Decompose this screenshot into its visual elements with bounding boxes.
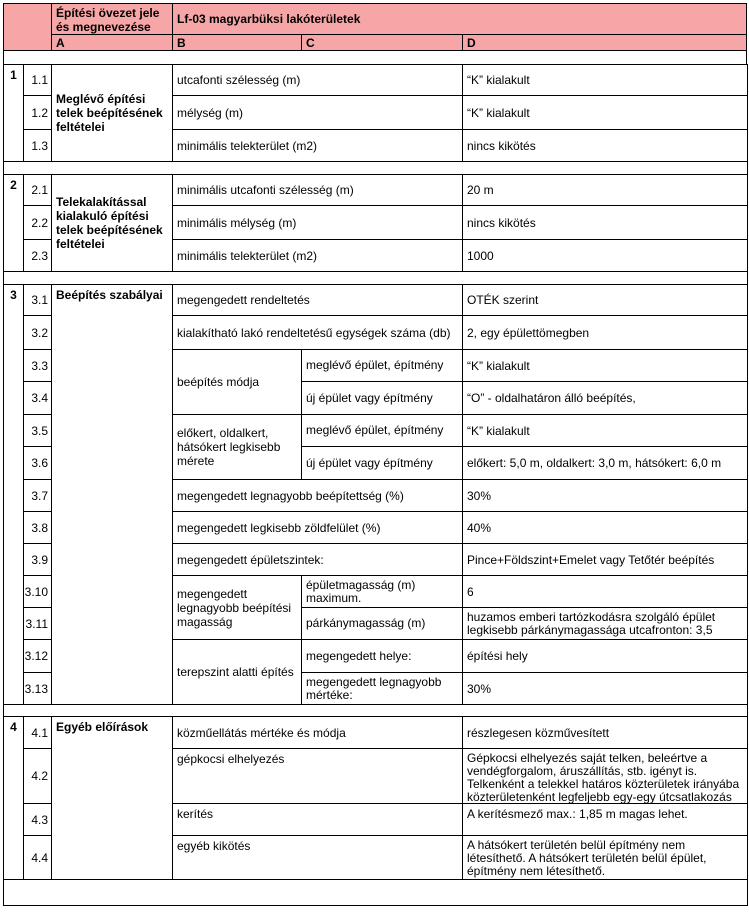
section-number: 3 bbox=[3, 284, 24, 705]
row-number: 4.1 bbox=[23, 716, 52, 749]
row-value: “K” kialakult bbox=[462, 64, 748, 96]
row-label: kerítés bbox=[172, 803, 463, 836]
row-number: 3.4 bbox=[23, 381, 52, 415]
row-value: 40% bbox=[462, 511, 748, 544]
header-blank-left bbox=[3, 3, 52, 51]
header-col-c: C bbox=[301, 34, 463, 51]
row-label: megengedett rendeltetés bbox=[172, 284, 463, 316]
row-value: 30% bbox=[462, 479, 748, 512]
row-value: “K” kialakult bbox=[462, 95, 748, 130]
row-value: előkert: 5,0 m, oldalkert: 3,0 m, hátsókert: 6,0 m bbox=[462, 446, 748, 480]
row-number: 1.2 bbox=[23, 95, 52, 130]
row-number: 3.6 bbox=[23, 446, 52, 480]
row-number: 2.2 bbox=[23, 205, 52, 240]
header-col-d: D bbox=[462, 34, 747, 51]
row-value: “K” kialakult bbox=[462, 349, 748, 382]
row-label: megengedett legnagyobb beépítettség (%) bbox=[172, 479, 463, 512]
row-sub-label: meglévő épület, építmény bbox=[301, 349, 463, 382]
row-number: 3.12 bbox=[23, 639, 52, 673]
row-label: egyéb kikötés bbox=[172, 835, 463, 880]
row-number: 3.7 bbox=[23, 479, 52, 512]
row-value: 20 m bbox=[462, 174, 748, 206]
section-number: 4 bbox=[3, 716, 24, 880]
section-number: 2 bbox=[3, 174, 24, 272]
row-number: 3.8 bbox=[23, 511, 52, 544]
row-label: közműellátás mértéke és módja bbox=[172, 716, 463, 749]
row-group-label: megengedett legnagyobb beépítési magasság bbox=[172, 575, 302, 640]
row-group-label: terepszint alatti építés bbox=[172, 639, 302, 705]
row-sub-label: megengedett helye: bbox=[301, 639, 463, 673]
row-label: utcafonti szélesség (m) bbox=[172, 64, 463, 96]
section-name: Egyéb előírások bbox=[51, 716, 173, 880]
row-label: kialakítható lakó rendeltetésű egységek száma (db) bbox=[172, 315, 463, 350]
row-label: megengedett épületszintek: bbox=[172, 543, 463, 576]
row-value: huzamos emberi tartózkodásra szolgáló épület legkisebb párkánymagassága utcafronton: 3,5 bbox=[462, 607, 748, 640]
row-value: részlegesen közművesített bbox=[462, 716, 748, 749]
row-sub-label: meglévő épület, építmény bbox=[301, 414, 463, 447]
row-value: OTÉK szerint bbox=[462, 284, 748, 316]
header-col-a: A bbox=[51, 34, 173, 51]
row-value: A kerítésmező max.: 1,85 m magas lehet. bbox=[462, 803, 748, 836]
row-number: 4.3 bbox=[23, 803, 52, 836]
row-sub-label: új épület vagy építmény bbox=[301, 381, 463, 415]
row-value: 6 bbox=[462, 575, 748, 608]
spacer-row bbox=[3, 879, 748, 906]
row-group-label: előkert, oldalkert, hátsókert legkisebb mérete bbox=[172, 414, 302, 480]
row-sub-label: párkánymagasság (m) bbox=[301, 607, 463, 640]
row-number: 3.10 bbox=[23, 575, 52, 608]
section-name: Telekalakítással kialakuló építési telek beépítésének feltételei bbox=[51, 174, 173, 272]
row-number: 3.11 bbox=[23, 607, 52, 640]
row-number: 4.2 bbox=[23, 748, 52, 804]
row-number: 3.9 bbox=[23, 543, 52, 576]
header-zone-title: Lf-03 magyarbüksi lakóterületek bbox=[172, 3, 747, 35]
section-number: 1 bbox=[3, 64, 24, 162]
row-number: 2.3 bbox=[23, 239, 52, 272]
row-sub-label: új épület vagy építmény bbox=[301, 446, 463, 480]
section-name: Meglévő építési telek beépítésének feltételei bbox=[51, 64, 173, 162]
row-value: Pince+Földszint+Emelet vagy Tetőtér beépítés bbox=[462, 543, 748, 576]
row-label: minimális telekterület (m2) bbox=[172, 239, 463, 272]
row-value: A hátsókert területén belül építmény nem létesíthető. A hátsókert területén belül épület, építmény nem létesíthető. bbox=[462, 835, 748, 880]
row-label: mélység (m) bbox=[172, 95, 463, 130]
row-label: minimális mélység (m) bbox=[172, 205, 463, 240]
row-number: 3.2 bbox=[23, 315, 52, 350]
row-number: 4.4 bbox=[23, 835, 52, 880]
row-label: megengedett legkisebb zöldfelület (%) bbox=[172, 511, 463, 544]
row-value: 1000 bbox=[462, 239, 748, 272]
row-number: 3.3 bbox=[23, 349, 52, 382]
row-sub-label: épületmagasság (m) maximum. bbox=[301, 575, 463, 608]
row-group-label: beépítés módja bbox=[172, 349, 302, 415]
row-number: 1.1 bbox=[23, 64, 52, 96]
row-number: 1.3 bbox=[23, 129, 52, 162]
row-label: minimális utcafonti szélesség (m) bbox=[172, 174, 463, 206]
row-number: 2.1 bbox=[23, 174, 52, 206]
header-col-b: B bbox=[172, 34, 302, 51]
row-value: “O” - oldalhatáron álló beépítés, bbox=[462, 381, 748, 415]
row-label: gépkocsi elhelyezés bbox=[172, 748, 463, 804]
row-value: építési hely bbox=[462, 639, 748, 673]
row-value: 30% bbox=[462, 672, 748, 705]
row-value: 2, egy épülettömegben bbox=[462, 315, 748, 350]
row-value: nincs kikötés bbox=[462, 205, 748, 240]
row-number: 3.5 bbox=[23, 414, 52, 447]
spacer-row bbox=[3, 50, 747, 65]
row-number: 3.13 bbox=[23, 672, 52, 705]
row-value: Gépkocsi elhelyezés saját telken, beleértve a vendégforgalom, áruszállítás, stb. igényt is. Telkenként a telekkel határos közterületek irányába közterületenként legfeljebb egy-egy útcsatlakozás bbox=[462, 748, 748, 804]
section-name: Beépítés szabályai bbox=[51, 284, 173, 705]
row-sub-label: megengedett legnagyobb mértéke: bbox=[301, 672, 463, 705]
row-label: minimális telekterület (m2) bbox=[172, 129, 463, 162]
row-value: “K” kialakult bbox=[462, 414, 748, 447]
row-number: 3.1 bbox=[23, 284, 52, 316]
header-col-a-title: Építési övezet jele és megnevezése bbox=[51, 3, 173, 35]
row-value: nincs kikötés bbox=[462, 129, 748, 162]
